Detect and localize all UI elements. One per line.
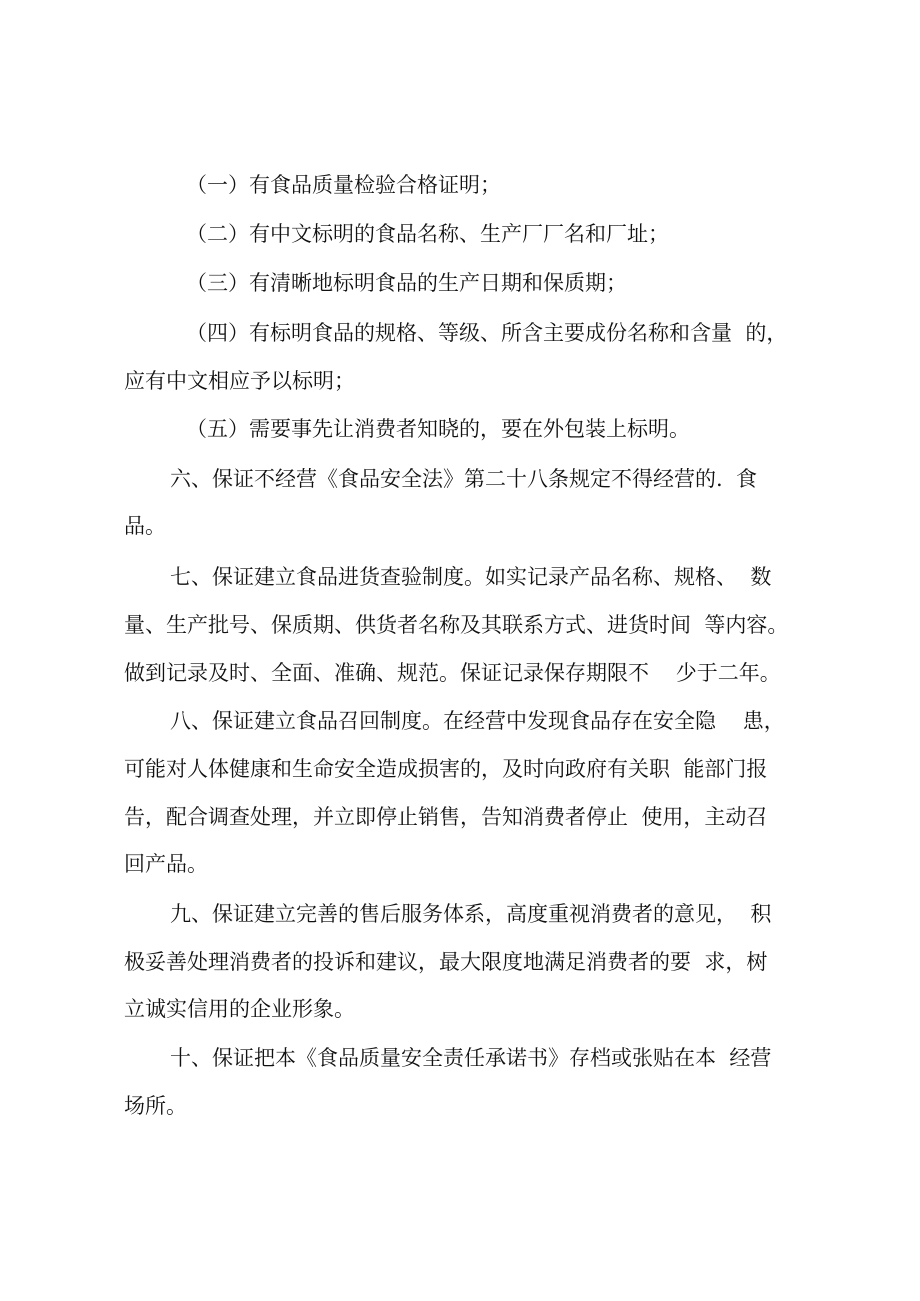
clause-10-line-2: 场所。 <box>124 1094 187 1118</box>
clause-7-line-3: 做到记录及时、全面、准确、规范。保证记录保存期限不 少于二年。 <box>124 661 781 685</box>
clause-8-line-3: 告，配合调查处理，并立即停止销售，告知消费者停止 使用，主动召 <box>124 805 768 829</box>
item-2-line: （二）有中文标明的食品名称、生产厂厂名和厂址； <box>186 222 669 246</box>
item-5-line: （五）需要事先让消费者知晓的，要在外包装上标明。 <box>186 417 690 441</box>
item-3-line: （三）有清晰地标明食品的生产日期和保质期； <box>186 271 627 295</box>
item-1-line: （一）有食品质量检验合格证明； <box>186 173 501 197</box>
clause-10-line-1: 十、保证把本《食品质量安全责任承诺书》存档或张贴在本 经营 <box>170 1046 772 1070</box>
clause-9-line-2: 极妥善处理消费者的投诉和建议，最大限度地满足消费者的要 求，树 <box>124 950 768 974</box>
clause-7-line-1: 七、保证建立食品进货查验制度。如实记录产品名称、规格、 数 <box>170 565 772 589</box>
item-4-line-2: 应有中文相应予以标明； <box>124 369 355 393</box>
item-4-line-1: （四）有标明食品的规格、等级、所含主要成份名称和含量 的， <box>186 321 788 345</box>
clause-6-line-2: 品。 <box>124 514 166 538</box>
clause-8-line-4: 回产品。 <box>124 852 208 876</box>
clause-8-line-2: 可能对人体健康和生命安全造成损害的，及时向政府有关职 能部门报 <box>124 757 768 781</box>
clause-8-line-1: 八、保证建立食品召回制度。在经营中发现食品存在安全隐 患， <box>170 709 785 733</box>
clause-6-line-1: 六、保证不经营《食品安全法》第二十八条规定不得经营的. 食 <box>170 467 758 491</box>
clause-9-line-3: 立诚实信用的企业形象。 <box>124 997 355 1021</box>
clause-9-line-1: 九、保证建立完善的售后服务体系，高度重视消费者的意见， 积 <box>170 902 772 926</box>
clause-7-line-2: 量、生产批号、保质期、供货者名称及其联系方式、进货时间 等内容。 <box>124 613 789 637</box>
